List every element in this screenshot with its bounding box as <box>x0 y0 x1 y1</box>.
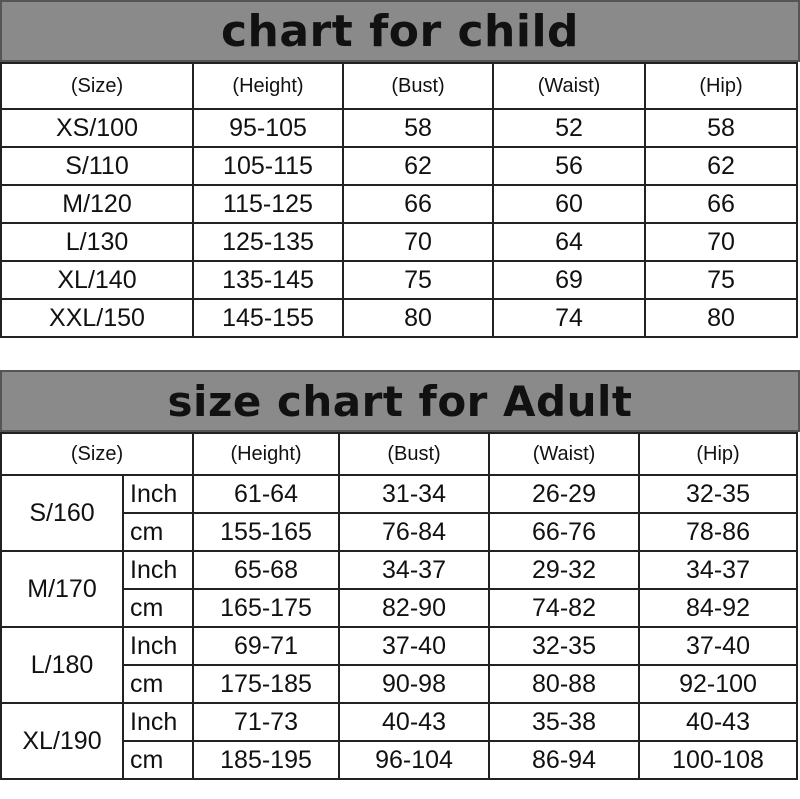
waist-cell: 52 <box>493 109 645 147</box>
table-row <box>1 109 797 147</box>
height-cell: 165-175 <box>193 589 339 627</box>
height-cell: 135-145 <box>193 261 343 299</box>
waist-cell: 86-94 <box>489 741 639 779</box>
bust-cell: 80 <box>343 299 493 337</box>
header-bust: (Bust) <box>343 63 493 109</box>
hip-cell: 75 <box>645 261 797 299</box>
waist-cell: 26-29 <box>489 475 639 513</box>
height-cell: 65-68 <box>193 551 339 589</box>
bust-cell: 96-104 <box>339 741 489 779</box>
unit-cell: Inch <box>123 551 193 589</box>
bust-cell: 75 <box>343 261 493 299</box>
header-waist: (Waist) <box>489 433 639 475</box>
waist-cell: 56 <box>493 147 645 185</box>
waist-cell: 69 <box>493 261 645 299</box>
height-cell: 71-73 <box>193 703 339 741</box>
size-cell: XL/140 <box>1 261 193 299</box>
height-cell: 145-155 <box>193 299 343 337</box>
unit-cell: cm <box>123 513 193 551</box>
height-cell: 155-165 <box>193 513 339 551</box>
hip-cell: 40-43 <box>639 703 797 741</box>
table-row <box>1 299 797 337</box>
table-row <box>1 185 797 223</box>
size-cell: L/130 <box>1 223 193 261</box>
waist-cell: 74-82 <box>489 589 639 627</box>
hip-cell: 62 <box>645 147 797 185</box>
hip-cell: 78-86 <box>639 513 797 551</box>
header-height: (Height) <box>193 433 339 475</box>
unit-cell: cm <box>123 741 193 779</box>
height-cell: 69-71 <box>193 627 339 665</box>
bust-cell: 66 <box>343 185 493 223</box>
size-cell: XXL/150 <box>1 299 193 337</box>
hip-cell: 92-100 <box>639 665 797 703</box>
bust-cell: 62 <box>343 147 493 185</box>
waist-cell: 74 <box>493 299 645 337</box>
adult-header-row <box>1 433 797 475</box>
bust-cell: 58 <box>343 109 493 147</box>
unit-cell: cm <box>123 665 193 703</box>
bust-cell: 76-84 <box>339 513 489 551</box>
adult-size-table <box>0 432 798 780</box>
table-row <box>1 627 797 665</box>
size-cell: S/110 <box>1 147 193 185</box>
height-cell: 125-135 <box>193 223 343 261</box>
hip-cell: 84-92 <box>639 589 797 627</box>
height-cell: 115-125 <box>193 185 343 223</box>
bust-cell: 82-90 <box>339 589 489 627</box>
height-cell: 105-115 <box>193 147 343 185</box>
height-cell: 185-195 <box>193 741 339 779</box>
hip-cell: 58 <box>645 109 797 147</box>
adult-chart-title: size chart for Adult <box>0 370 800 432</box>
child-header-row <box>1 63 797 109</box>
bust-cell: 90-98 <box>339 665 489 703</box>
waist-cell: 64 <box>493 223 645 261</box>
header-size: (Size) <box>1 433 193 475</box>
header-hip: (Hip) <box>639 433 797 475</box>
height-cell: 175-185 <box>193 665 339 703</box>
bust-cell: 37-40 <box>339 627 489 665</box>
size-cell: M/170 <box>1 551 123 627</box>
waist-cell: 66-76 <box>489 513 639 551</box>
table-row <box>1 475 797 513</box>
hip-cell: 34-37 <box>639 551 797 589</box>
hip-cell: 100-108 <box>639 741 797 779</box>
hip-cell: 37-40 <box>639 627 797 665</box>
header-waist: (Waist) <box>493 63 645 109</box>
waist-cell: 60 <box>493 185 645 223</box>
waist-cell: 80-88 <box>489 665 639 703</box>
header-size: (Size) <box>1 63 193 109</box>
size-cell: S/160 <box>1 475 123 551</box>
size-cell: L/180 <box>1 627 123 703</box>
table-row <box>1 551 797 589</box>
hip-cell: 32-35 <box>639 475 797 513</box>
unit-cell: Inch <box>123 627 193 665</box>
header-hip: (Hip) <box>645 63 797 109</box>
adult-size-chart <box>0 370 800 799</box>
unit-cell: cm <box>123 589 193 627</box>
bust-cell: 34-37 <box>339 551 489 589</box>
hip-cell: 70 <box>645 223 797 261</box>
child-chart-title: chart for child <box>0 0 800 62</box>
waist-cell: 32-35 <box>489 627 639 665</box>
unit-cell: Inch <box>123 475 193 513</box>
size-cell: XL/190 <box>1 703 123 779</box>
waist-cell: 35-38 <box>489 703 639 741</box>
size-cell: M/120 <box>1 185 193 223</box>
bust-cell: 40-43 <box>339 703 489 741</box>
hip-cell: 66 <box>645 185 797 223</box>
header-bust: (Bust) <box>339 433 489 475</box>
bust-cell: 70 <box>343 223 493 261</box>
table-row <box>1 261 797 299</box>
hip-cell: 80 <box>645 299 797 337</box>
height-cell: 61-64 <box>193 475 339 513</box>
size-cell: XS/100 <box>1 109 193 147</box>
bust-cell: 31-34 <box>339 475 489 513</box>
waist-cell: 29-32 <box>489 551 639 589</box>
header-height: (Height) <box>193 63 343 109</box>
table-row <box>1 223 797 261</box>
table-row <box>1 703 797 741</box>
child-size-table <box>0 62 798 338</box>
child-size-chart <box>0 0 800 350</box>
height-cell: 95-105 <box>193 109 343 147</box>
table-row <box>1 147 797 185</box>
unit-cell: Inch <box>123 703 193 741</box>
